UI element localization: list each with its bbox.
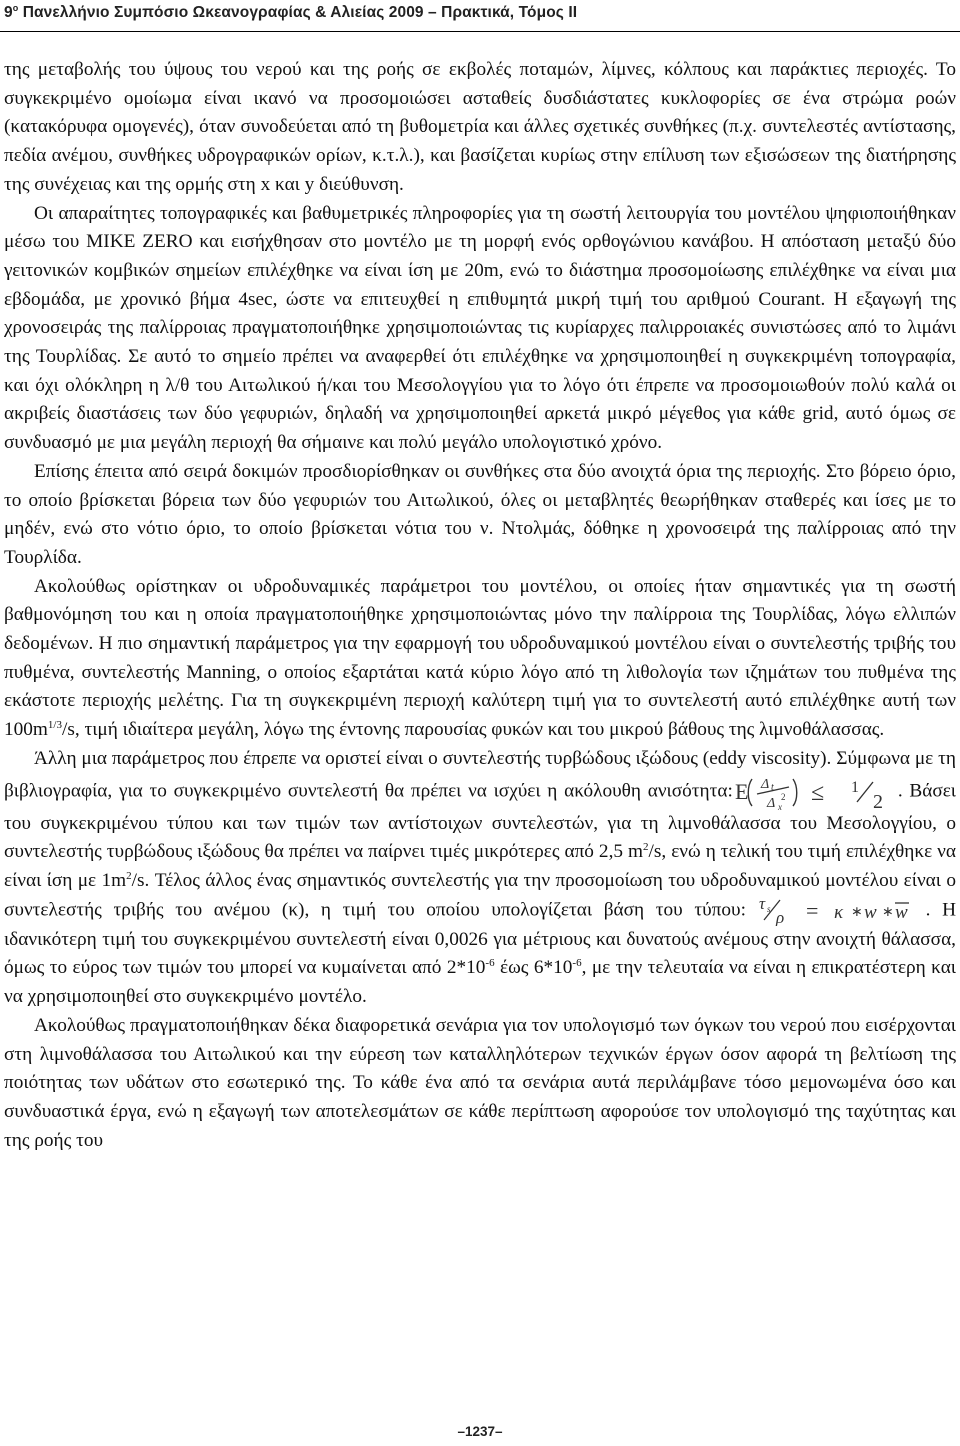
svg-text:∗: ∗: [881, 904, 894, 920]
paragraph-5-c: /s, ενώ η τελική του τιμή επιλέχθηκε να είναι ίση με 1m: [4, 841, 956, 891]
svg-text:s: s: [766, 903, 771, 914]
paragraph-5-d: /s. Τέλος άλλος ένας σημαντικός συντελεστής για την προσομοίωση του υδροδυναμικού μοντέλου είναι ο συντελεστής τριβής του ανέμου (κ), η τιμή του οποίου υπολογίζεται βάση του τύπου:: [4, 869, 956, 921]
svg-text:x: x: [777, 801, 782, 810]
svg-text:=: =: [805, 897, 819, 923]
header-ordinal: 9: [4, 4, 13, 21]
paragraph-5: [4, 745, 956, 1012]
page-number: –1237–: [457, 1424, 503, 1439]
svg-text:2: 2: [872, 790, 883, 810]
svg-text:E: E: [734, 778, 749, 804]
paragraph-6: Ακολούθως πραγματοποιήθηκαν δέκα διαφορετικά σενάρια για τον υπολογισμό των όγκων του νερού που εισέρχονται στη λιμνοθάλασσα του Αιτωλικού και την εύρεση των καταλληλότερων τεχνικών έργων όσον αφορά τη βελτίωση της ποιότητας των υδάτων στο εσωτερικό της. Το κάθε ένα από τα σενάρια αυτά περιλάμβανε τόσο μεμονωμένα όσο και συνδυαστικά έργα, ενώ η εξαγωγή των αποτελεσμάτων σε κάθε περίπτωση αφορούσε τον υπολογισμό της ταχύτητας και της ροής του: [4, 1014, 956, 1151]
svg-text:1: 1: [850, 778, 859, 796]
svg-text:t: t: [770, 781, 774, 793]
paragraph-5-sup-4: -6: [572, 957, 582, 970]
paragraph-5-g: , με την τελευταία να είναι η επικρατέστερη και να χρησιμοποιηθεί στο συγκεκριμένο μοντέλο.: [4, 957, 956, 1008]
eddy-viscosity-equation: [733, 774, 898, 810]
svg-text:w: w: [894, 901, 908, 923]
paragraph-5-sup-1: 2: [643, 841, 649, 854]
svg-text:2: 2: [780, 791, 786, 802]
paragraph-4-tail: /s, τιμή ιδιαίτερα μεγάλη, λόγω της έντονης παρουσίας φυκών και του μικρού βάθους της λιμνοθάλασσας.: [61, 719, 885, 741]
svg-text:Δ: Δ: [766, 795, 776, 810]
manning-value: 100m: [4, 719, 48, 741]
manning-exponent: 1/3: [47, 719, 62, 732]
paragraph-5-sup-2: 2: [126, 869, 132, 882]
paragraph-5-a: Άλλη μια παράμετρος που έπρεπε να οριστεί είναι ο συντελεστής τυρβώδους ιξώδους (eddy viscosity). Σύμφωνα με τη βιβλιογραφία, για το συγκεκριμένο συντελεστή θα πρέπει να ισχύει η ακόλουθη ανισότητα:: [4, 747, 956, 801]
header-rule: [0, 31, 960, 32]
svg-text:∗: ∗: [850, 904, 863, 920]
svg-text:≤: ≤: [810, 779, 824, 806]
paragraph-5-b: . Βάσει του συγκεκριμένου τύπου και των τιμών των αντίστοιχων συντελεστών, για τη λιμνοθάλασσα του Μεσολογγίου, ο συντελεστής τυρβώδους ιξώδους θα πρέπει να παίρνει τιμές μικρότερες από 2,5 m: [4, 780, 956, 863]
paragraph-1: της μεταβολής του ύψους του νερού και της ροής σε εκβολές ποταμών, λίμνες, κόλπους και παράκτιες περιοχές. Το συγκεκριμένο ομοίωμα είναι ικανό να προσομοιώσει ασταθείς δυσδιάστατες κυκλοφορίες σε ένα στρώμα ροών (κατακόρυφα ομογενές), όταν συνοδεύεται από τη βυθομετρία και άλλες σχετικές συνθήκες (π.χ. συντελεστές αντίστασης, πεδία ανέμου, συνθήκες υδρογραφικών ορίων, κ.τ.λ.), και βασίζεται κυρίως στην επίλυση των εξισώσεων της διατήρησης της συνέχειας και της ορμής στη x και y διεύθυνση.: [4, 59, 956, 195]
paragraph-5-f: έως 6*10: [494, 957, 573, 979]
svg-text:ρ: ρ: [775, 907, 784, 926]
paragraph-2: Οι απαραίτητες τοπογραφικές και βαθυμετρικές πληροφορίες για τη σωστή λειτουργία του μοντέλου ψηφιοποιήθηκαν μέσω του MIKE ZERO και εισήχθησαν στο μοντέλο με τη μορφή ενός ορθογώνιου κανάβου. Η απόσταση μεταξύ δύο γειτονικών κομβικών σημείων επιλέχθηκε να είναι ίση με 20m, ενώ το διάστημα προσομοίωσης επιλέχθηκε να είναι μια εβδομάδα, με χρονικό βήμα 4sec, ώστε να επιτευχθεί η επιθυμητά μικρή τιμή του αριθμού Courant. Η εξαγωγή της χρονοσειράς της παλίρροιας πραγματοποιήθηκε χρησιμοποιώντας τις κυρίαρχες παλιρροιακές συνιστώσες από το λιμάνι της Τουρλίδας. Σε αυτό το σημείο πρέπει να αναφερθεί ότι επιλέχθηκε να χρησιμοποιηθεί η συγκεκριμένη τοπογραφία, και όχι ολόκληρη η λ/θ του Αιτωλικού ή/και του Μεσολογγίου για το λόγο ότι έπρεπε να προσομοιωθούν πολύ καλά οι ακριβείς διαστάσεις των δύο γεφυριών, δηλαδή να χρησιμοποιηθεί αρκετά μικρό μέγεθος για κάθε grid, αυτό όμως σε συνδυασμό με μια μεγάλη περιοχή θα σήμαινε και πολύ μεγάλο υπολογιστικό χρόνο.: [4, 202, 956, 454]
body-text: [4, 56, 956, 1155]
paragraph-4-text: Ακολούθως ορίστηκαν οι υδροδυναμικές παράμετροι του μοντέλου, οι οποίες ήταν σημαντικές για τη σωστή βαθμονόμηση του και η οποία πραγματοποιήθηκε χρησιμοποιώντας μόνο την παλίρροια της Τουρλίδας, λόγω ελλιπών δεδομένων. Η πιο σημαντική παράμετρος για την εφαρμογή του υδροδυναμικού μοντέλου είναι ο συντελεστής τριβής του πυθμένα, συντελεστής Manning, ο οποίος εξαρτάται κατά κύριο λόγο από τη λιθολογία των ιζημάτων του πυθμένα της εκάστοτε περιοχής μελέτης. Για τη συγκεκριμένη περιοχή καλύτερη τιμή για το συντελεστή αυτό επιλέχθηκε αυτή των: [4, 575, 956, 712]
header-title: Πανελλήνιο Συμπόσιο Ωκεανογραφίας & Αλιείας 2009 – Πρακτικά, Τόμος ΙΙ: [18, 4, 578, 21]
svg-text:w: w: [863, 901, 877, 923]
svg-text:Δ: Δ: [760, 776, 770, 792]
header-ordinal-suffix: ο: [12, 3, 19, 13]
running-header: [4, 3, 577, 22]
svg-text:τ: τ: [758, 895, 765, 913]
paragraph-5-sup-3: -6: [485, 957, 495, 970]
paragraph-3: Επίσης έπειτα από σειρά δοκιμών προσδιορίσθηκαν οι συνθήκες στα δύο ανοιχτά όρια της περιοχής. Στο βόρειο όριο, το οποίο βρίσκεται βόρεια των δύο γεφυριών του Αιτωλικού, όλες οι μεταβλητές θεωρήθηκαν σταθερές και ίσες με το μηδέν, ενώ στο νότιο όριο, το οποίο βρίσκεται νότια του ν. Ντολμάς, δόθηκε η χρονοσειρά της παλίρροιας από την Τουρλίδα.: [4, 460, 956, 568]
paragraph-4: [4, 573, 956, 745]
paragraph-5-e: . Η ιδανικότερη τιμή του συγκεκριμένου συντελεστή είναι 0,0026 για μέτριους και δυνατούς ανέμους στην ανοιχτή θάλασσα, όμως το εύρος των τιμών του μπορεί να κυμαίνεται από 2*10: [4, 899, 956, 979]
svg-text:κ: κ: [833, 901, 843, 923]
wind-friction-equation: [758, 896, 926, 926]
